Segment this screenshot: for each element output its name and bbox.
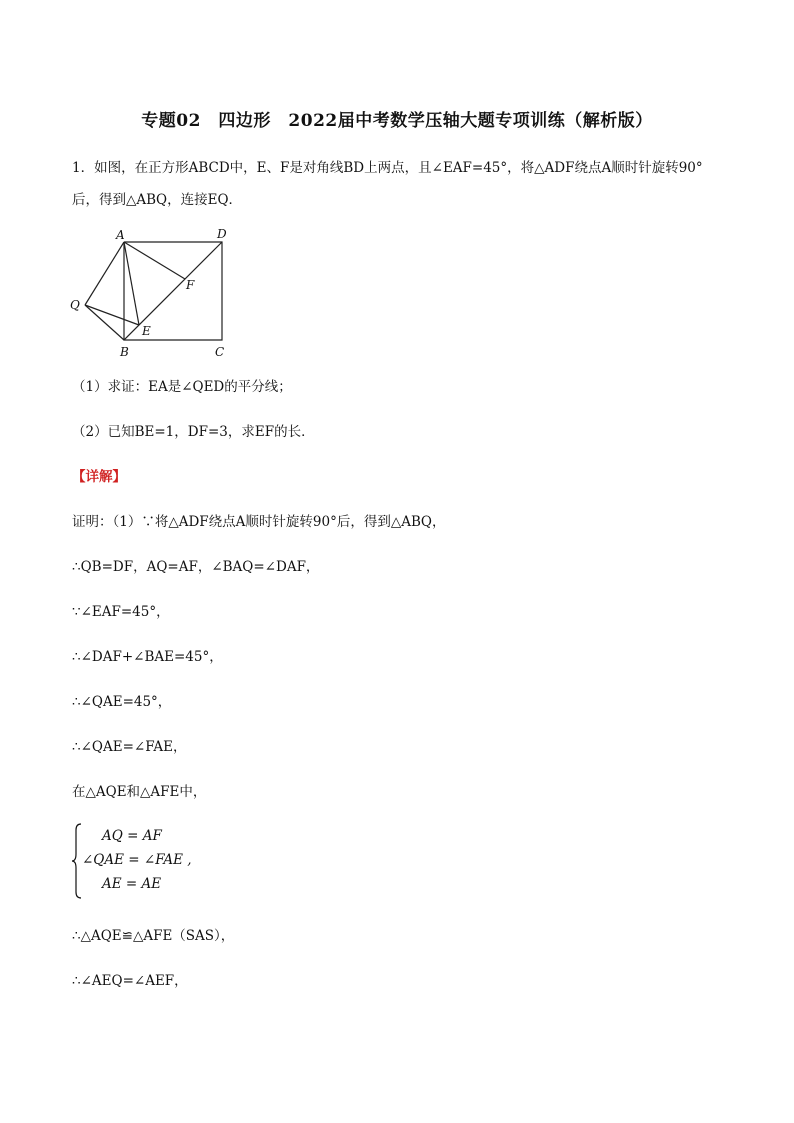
solution-line-9: ∴∠AEQ=∠AEF， xyxy=(72,973,188,989)
label-b: B xyxy=(120,345,129,359)
solution-line-1: 证明：（1）∵将△ADF绕点A顺时针旋转90°后，得到△ABQ， xyxy=(72,514,446,530)
solution-line-8: ∴△AQE≌△AFE（SAS）， xyxy=(72,928,235,944)
segment-qe xyxy=(85,305,139,325)
equation-system xyxy=(72,822,252,900)
label-q: Q xyxy=(70,298,80,312)
solution-line-5: ∴∠QAE=45°， xyxy=(72,694,172,710)
label-f: F xyxy=(186,278,195,292)
label-d: D xyxy=(217,227,227,241)
label-a: A xyxy=(116,228,125,242)
solution-line-7: 在△AQE和△AFE中， xyxy=(72,784,207,800)
segment-af xyxy=(124,242,185,279)
problem-line-2: 后，得到△ABQ，连接EQ． xyxy=(72,192,243,208)
label-c: C xyxy=(215,345,225,359)
segment-aq xyxy=(85,242,124,305)
question-1: （1）求证：EA是∠QED的平分线； xyxy=(72,379,292,395)
problem-line-1: 1．如图，在正方形ABCD中，E、F是对角线BD上两点，且∠EAF=45°，将△ADF绕点A顺时针旋转90° xyxy=(72,160,703,176)
system-row-3: AE = AE xyxy=(102,876,162,892)
document-title: 专题02 四边形 2022届中考数学压轴大题专项训练（解析版） xyxy=(141,111,653,131)
solution-line-6: ∴∠QAE=∠FAE， xyxy=(72,739,187,755)
segment-ae xyxy=(124,242,139,325)
solution-line-4: ∴∠DAF+∠BAE=45°， xyxy=(72,649,223,665)
left-brace-icon xyxy=(72,822,82,900)
solution-line-2: ∴QB=DF，AQ=AF，∠BAQ=∠DAF， xyxy=(72,559,320,575)
solution-line-3: ∵∠EAF=45°， xyxy=(72,604,170,620)
segment-qb xyxy=(85,305,124,340)
label-e: E xyxy=(142,324,151,338)
system-row-1: AQ = AF xyxy=(102,828,162,844)
solution-header: 【详解】 xyxy=(72,469,126,485)
geometry-figure xyxy=(64,222,244,362)
system-row-2: ∠QAE = ∠FAE , xyxy=(82,852,192,868)
question-2: （2）已知BE=1，DF=3，求EF的长． xyxy=(72,424,315,440)
